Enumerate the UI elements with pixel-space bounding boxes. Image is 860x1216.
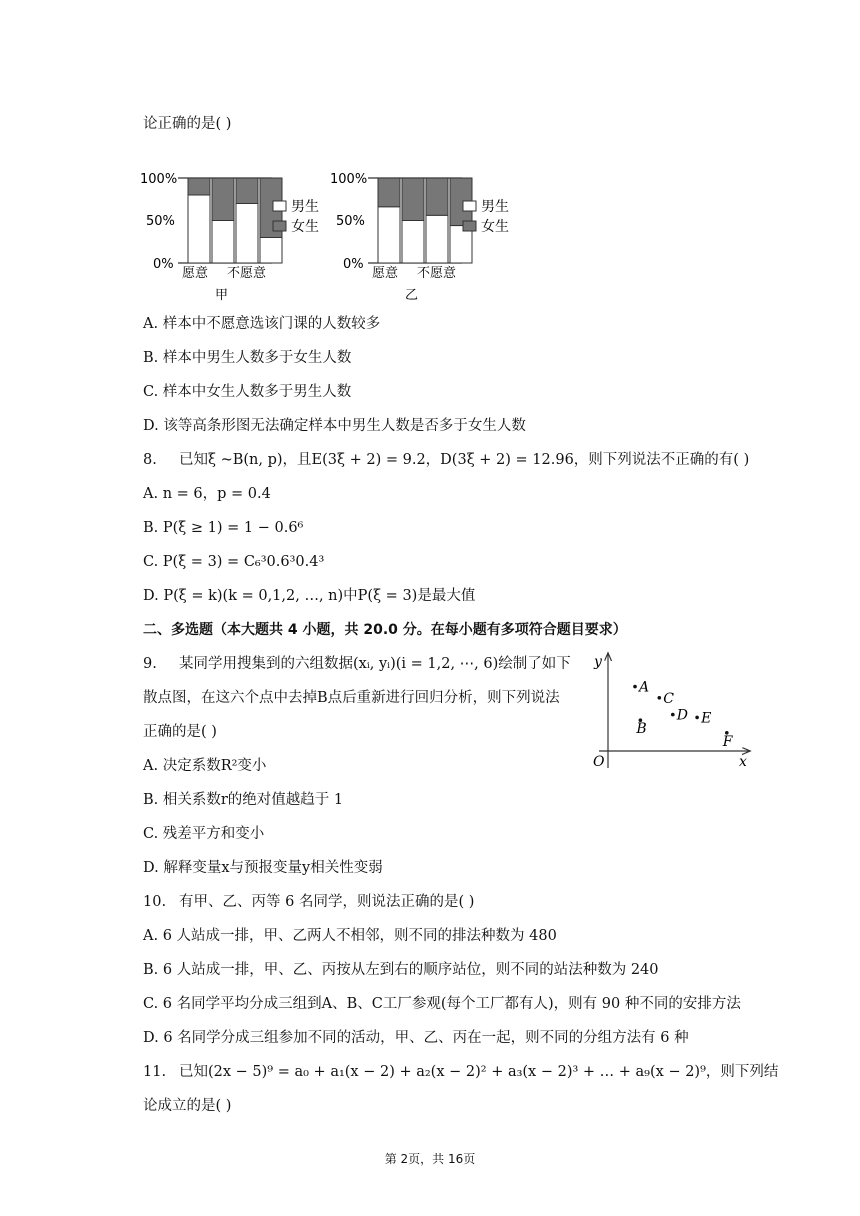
legend-swatch-female xyxy=(273,221,286,231)
chart-caption: 乙 xyxy=(405,288,419,303)
legend-swatch-male xyxy=(273,201,286,211)
scatter-plot xyxy=(585,648,755,773)
q7-option-c: C. 样本中女生人数多于男生人数 xyxy=(143,384,352,400)
q11-number: 11. xyxy=(143,1064,167,1080)
q8-stem xyxy=(143,450,749,470)
bar-male-0 xyxy=(188,195,210,263)
bar-male-2 xyxy=(426,215,448,263)
category-label-unwilling: 不愿意 xyxy=(417,266,457,281)
ytick-50: 50% xyxy=(336,214,365,229)
bar-female-1 xyxy=(212,178,234,221)
chart-caption: 甲 xyxy=(215,288,229,303)
ytick-100: 100% xyxy=(330,172,368,187)
q9-stem-text-1: 某同学用搜集到的六组数据(xᵢ, yᵢ)(i = 1,2, ⋯, 6)绘制了如下 xyxy=(179,656,571,672)
q8-option-b: B. P(ξ ≥ 1) = 1 − 0.6⁶ xyxy=(143,520,304,536)
point-A xyxy=(633,685,637,689)
origin-label: O xyxy=(593,754,605,770)
q11-stem-line-2: 论成立的是( ) xyxy=(143,1098,232,1114)
bar-male-1 xyxy=(212,221,234,264)
point-label-E: E xyxy=(701,710,712,727)
q10-stem-text: 有甲、乙、丙等 6 名同学，则说法正确的是( ) xyxy=(179,894,475,910)
ytick-0: 0% xyxy=(343,257,364,272)
legend-swatch-male xyxy=(463,201,476,211)
scatter-points xyxy=(633,680,734,750)
q10-stem xyxy=(143,892,474,912)
point-label-B: B xyxy=(636,721,647,738)
bar-female-1 xyxy=(402,178,424,221)
q9-option-d: D. 解释变量x与预报变量y相关性变弱 xyxy=(143,860,383,876)
bar-chart-jia xyxy=(140,168,350,308)
q7-option-d: D. 该等高条形图无法确定样本中男生人数是否多于女生人数 xyxy=(143,418,526,434)
q8-stem-text: 已知ξ ~B(n, p)，且E(3ξ + 2) = 9.2，D(3ξ + 2) = 12.96，则下列说法不正确的有( ) xyxy=(179,452,750,468)
point-label-C: C xyxy=(663,690,675,707)
q10-option-d: D. 6 名同学分成三组参加不同的活动，甲、乙、丙在一起，则不同的分组方法有 6 种 xyxy=(143,1030,689,1046)
bar-male-2 xyxy=(236,204,258,264)
section-heading-multiple-choice: 二、多选题（本大题共 4 小题，共 20.0 分。在每小题有多项符合题目要求） xyxy=(143,622,627,638)
q9-stem-line-1 xyxy=(143,654,571,674)
q10-option-b: B. 6 人站成一排，甲、乙、丙按从左到右的顺序站位，则不同的站法种数为 240 xyxy=(143,962,659,978)
legend-female: 女生 xyxy=(291,219,319,235)
point-label-D: D xyxy=(676,707,689,724)
q8-number: 8. xyxy=(143,452,157,468)
legend-female: 女生 xyxy=(481,219,509,235)
q8-option-a: A. n = 6，p = 0.4 xyxy=(143,486,271,502)
bars xyxy=(188,178,282,263)
legend-male: 男生 xyxy=(481,199,509,215)
bar-female-0 xyxy=(188,178,210,195)
q9-option-c: C. 残差平方和变小 xyxy=(143,826,265,842)
point-D xyxy=(671,713,675,717)
y-axis-label: y xyxy=(594,654,602,670)
ytick-100: 100% xyxy=(140,172,178,187)
q11-stem xyxy=(143,1062,778,1082)
q9-option-a: A. 决定系数R²变小 xyxy=(143,758,267,774)
ytick-0: 0% xyxy=(153,257,174,272)
bars xyxy=(378,178,472,263)
legend-male: 男生 xyxy=(291,199,319,215)
bar-male-1 xyxy=(402,221,424,264)
q8-option-d: D. P(ξ = k)(k = 0,1,2, …, n)中P(ξ = 3)是最大值 xyxy=(143,588,476,604)
bar-male-3 xyxy=(260,238,282,264)
x-axis-label: x xyxy=(739,754,747,770)
q7-stem-tail: 论正确的是( ) xyxy=(143,116,232,132)
category-label-willing: 愿意 xyxy=(182,266,209,281)
q9-stem-line-2: 散点图，在这六个点中去掉B点后重新进行回归分析，则下列说法 xyxy=(143,690,560,706)
point-label-F: F xyxy=(722,733,733,750)
q8-option-c: C. P(ξ = 3) = C₆³0.6³0.4³ xyxy=(143,554,325,570)
q9-number: 9. xyxy=(143,656,157,672)
q11-stem-text: 已知(2x − 5)⁹ = a₀ + a₁(x − 2) + a₂(x − 2)² + a₃(x − 2)³ + … + a₉(x − 2)⁹，则下列结 xyxy=(179,1064,779,1080)
bar-female-2 xyxy=(236,178,258,204)
bar-male-0 xyxy=(378,207,400,263)
category-label-willing: 愿意 xyxy=(372,266,399,281)
category-label-unwilling: 不愿意 xyxy=(227,266,267,281)
bar-female-0 xyxy=(378,178,400,207)
q7-option-a: A. 样本中不愿意选该门课的人数较多 xyxy=(143,316,381,332)
bar-chart-yi xyxy=(330,168,540,308)
point-C xyxy=(658,696,662,700)
q9-option-b: B. 相关系数r的绝对值越趋于 1 xyxy=(143,792,344,808)
q10-number: 10. xyxy=(143,894,167,910)
legend-swatch-female xyxy=(463,221,476,231)
page-footer: 第 2页，共 16页 xyxy=(384,1152,476,1166)
q10-option-a: A. 6 人站成一排，甲、乙两人不相邻，则不同的排法种数为 480 xyxy=(143,928,557,944)
q7-option-b: B. 样本中男生人数多于女生人数 xyxy=(143,350,352,366)
q9-stem-line-3: 正确的是( ) xyxy=(143,724,217,740)
bar-female-2 xyxy=(426,178,448,215)
point-label-A: A xyxy=(639,679,650,696)
point-E xyxy=(695,716,699,720)
q10-option-c: C. 6 名同学平均分成三组到A、B、C工厂参观(每个工厂都有人)，则有 90 种不同的安排方法 xyxy=(143,996,741,1012)
ytick-50: 50% xyxy=(146,214,175,229)
